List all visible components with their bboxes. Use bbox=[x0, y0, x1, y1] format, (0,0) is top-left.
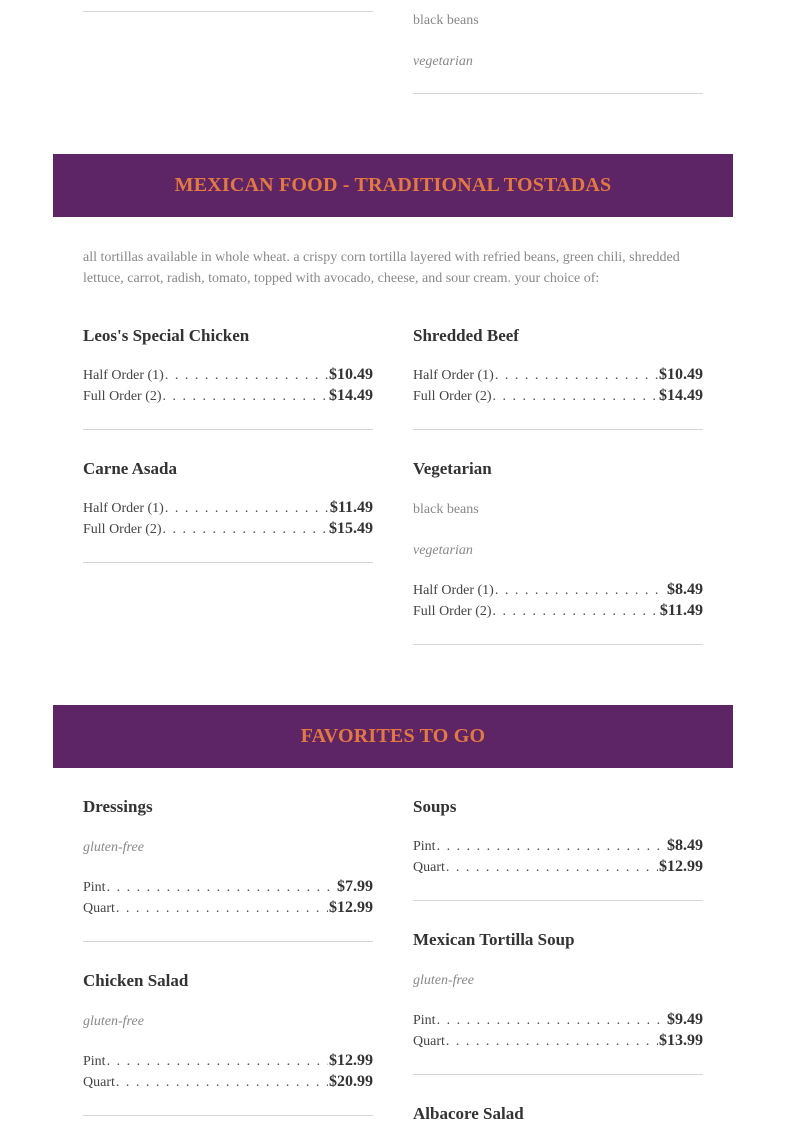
item-divider bbox=[413, 1074, 703, 1075]
price-label: Pint bbox=[413, 1013, 436, 1028]
price-label: Half Order (1) bbox=[413, 368, 494, 383]
item-title: Leos's Special Chicken bbox=[83, 326, 250, 345]
dot-leader bbox=[107, 1054, 328, 1070]
dot-leader bbox=[107, 880, 336, 896]
dot-leader bbox=[163, 522, 328, 538]
price-label: Full Order (2) bbox=[83, 522, 162, 537]
item-tag: vegetarian bbox=[413, 543, 473, 558]
price-row bbox=[413, 1032, 703, 1053]
price-value: $8.49 bbox=[667, 837, 703, 854]
item-divider bbox=[83, 1115, 373, 1116]
item-title: Mexican Tortilla Soup bbox=[413, 930, 575, 949]
price-value: $12.99 bbox=[659, 858, 703, 875]
item-divider bbox=[413, 900, 703, 901]
price-row bbox=[413, 387, 703, 408]
item-divider bbox=[413, 429, 703, 430]
price-row bbox=[83, 1052, 373, 1073]
price-row bbox=[413, 858, 703, 879]
divider-top-right bbox=[413, 93, 703, 94]
price-value: $7.99 bbox=[337, 878, 373, 895]
price-label: Quart bbox=[413, 1034, 445, 1049]
item-title: Vegetarian bbox=[413, 459, 492, 478]
item-tag: vegetarian bbox=[413, 54, 473, 69]
price-label: Quart bbox=[413, 860, 445, 875]
price-row bbox=[83, 520, 373, 541]
price-label: Quart bbox=[83, 901, 115, 916]
section-title: FAVORITES TO GO bbox=[300, 725, 486, 747]
dot-leader bbox=[446, 860, 658, 876]
price-value: $11.49 bbox=[329, 499, 373, 516]
price-value: $12.99 bbox=[329, 1052, 373, 1069]
dot-leader bbox=[116, 1075, 328, 1091]
dot-leader bbox=[495, 583, 666, 599]
price-label: Full Order (2) bbox=[413, 604, 492, 619]
price-row bbox=[413, 602, 703, 623]
section-title: MEXICAN FOOD - TRADITIONAL TOSTADAS bbox=[174, 174, 612, 196]
price-row bbox=[83, 1073, 373, 1094]
price-row bbox=[413, 1011, 703, 1032]
price-row bbox=[413, 837, 703, 858]
price-row bbox=[83, 366, 373, 387]
price-row bbox=[83, 878, 373, 899]
item-tag: gluten-free bbox=[413, 973, 474, 988]
dot-leader bbox=[437, 839, 666, 855]
section-banner-tostadas bbox=[53, 154, 733, 217]
item-title: Chicken Salad bbox=[83, 971, 189, 990]
price-label: Pint bbox=[83, 1054, 106, 1069]
item-title: Carne Asada bbox=[83, 459, 177, 478]
item-tag: gluten-free bbox=[83, 1014, 144, 1029]
price-value: $12.99 bbox=[329, 899, 373, 916]
dot-leader bbox=[165, 368, 328, 384]
dot-leader bbox=[116, 901, 328, 917]
divider-top-left bbox=[83, 11, 373, 12]
price-label: Full Order (2) bbox=[83, 389, 162, 404]
dot-leader bbox=[163, 389, 328, 405]
price-value: $10.49 bbox=[329, 366, 373, 383]
price-row bbox=[413, 581, 703, 602]
item-description: black beans bbox=[413, 502, 479, 517]
dot-leader bbox=[493, 389, 658, 405]
price-value: $8.49 bbox=[667, 581, 703, 598]
item-tag: gluten-free bbox=[83, 840, 144, 855]
item-description: black beans bbox=[413, 13, 479, 28]
dot-leader bbox=[437, 1013, 666, 1029]
price-value: $15.49 bbox=[329, 520, 373, 537]
price-value: $13.99 bbox=[659, 1032, 703, 1049]
price-row bbox=[83, 899, 373, 920]
item-title: Dressings bbox=[83, 797, 153, 816]
price-label: Half Order (1) bbox=[83, 501, 164, 516]
price-value: $11.49 bbox=[659, 602, 703, 619]
item-title: Albacore Salad bbox=[413, 1104, 524, 1123]
item-divider bbox=[83, 429, 373, 430]
price-label: Quart bbox=[83, 1075, 115, 1090]
price-label: Half Order (1) bbox=[83, 368, 164, 383]
dot-leader bbox=[493, 604, 659, 620]
price-value: $20.99 bbox=[329, 1073, 373, 1090]
dot-leader bbox=[495, 368, 658, 384]
price-row bbox=[83, 499, 373, 520]
item-divider bbox=[83, 941, 373, 942]
price-row bbox=[83, 387, 373, 408]
price-value: $14.49 bbox=[659, 387, 703, 404]
price-value: $14.49 bbox=[329, 387, 373, 404]
price-label: Pint bbox=[413, 839, 436, 854]
section-intro: all tortillas available in whole wheat. a crispy corn tortilla layered with refried beans, green chili, shredded lettuce, carrot, radish, tomato, topped with avocado, cheese, and sour cream. your choice of: bbox=[83, 250, 680, 286]
price-label: Half Order (1) bbox=[413, 583, 494, 598]
item-divider bbox=[413, 644, 703, 645]
price-value: $9.49 bbox=[667, 1011, 703, 1028]
item-title: Shredded Beef bbox=[413, 326, 519, 345]
dot-leader bbox=[165, 501, 329, 517]
price-row bbox=[413, 366, 703, 387]
price-label: Full Order (2) bbox=[413, 389, 492, 404]
price-value: $10.49 bbox=[659, 366, 703, 383]
dot-leader bbox=[446, 1034, 658, 1050]
section-banner-favorites bbox=[53, 705, 733, 768]
item-title: Soups bbox=[413, 797, 457, 816]
item-divider bbox=[83, 562, 373, 563]
price-label: Pint bbox=[83, 880, 106, 895]
